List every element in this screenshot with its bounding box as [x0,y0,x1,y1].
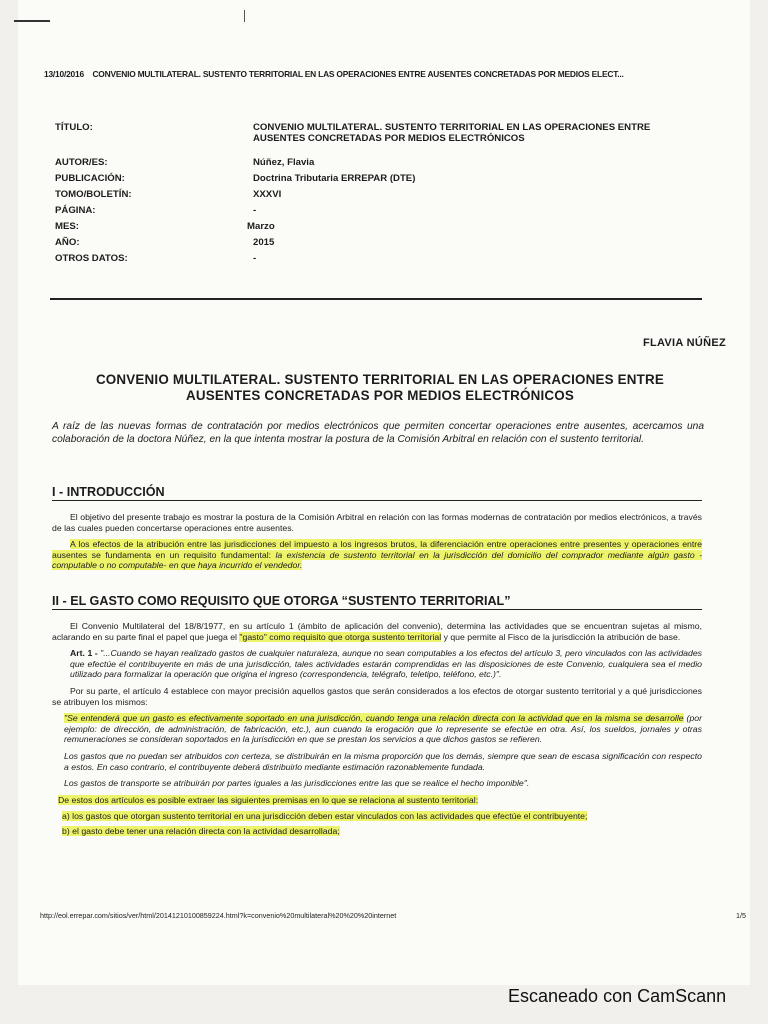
text: y que permite al Fisco de la jurisdicción la atribución de base. [441,631,681,642]
meta-label: AUTOR/ES: [55,157,108,168]
article-lead: A raíz de las nuevas formas de contratación por medios electrónicos que permiten concertar operaciones entre ausentes, acercamos una colaboración de la doctora Núñez, en la que intenta mostrar la postura de la Comisión Arbitral en relación con el sustento territorial. [52,421,704,445]
highlight-text: a) los gastos que otorgan sustento territorial en una jurisdicción deben estar vinculados con las actividades que efectúe el contribuyente; [62,811,588,822]
print-date: 13/10/2016 [44,69,84,79]
meta-row-page [55,205,695,216]
article-title: CONVENIO MULTILATERAL. SUSTENTO TERRITORIAL EN LAS OPERACIONES ENTRE AUSENTES CONCRETADAS POR MEDIOS ELECTRÓNICOS [95,372,665,403]
print-title: CONVENIO MULTILATERAL. SUSTENTO TERRITORIAL EN LAS OPERACIONES ENTRE AUSENTES CONCRETADAS POR MEDIOS ELECT... [92,69,624,79]
meta-value: - [253,253,257,264]
section-2-body [52,621,702,841]
meta-label: TÍTULO: [55,122,93,133]
meta-row-publication [55,173,695,184]
highlight-text: "gasto" como requisito que otorga sustento territorial [239,631,442,642]
meta-label: TOMO/BOLETÍN: [55,189,132,200]
author-heading: FLAVIA NÚÑEZ [642,337,726,349]
highlighted-paragraph [52,795,702,806]
quote: Los gastos que no puedan ser atribuidos con certeza, se distribuirán en la misma proporción que los demás, siempre que sean de escasa significación con respecto a estos. En caso contrario, el contribuyente deberá distribuirlo mediante estimación razonablemente fundada. [64,750,702,772]
highlight-text: A los efectos de la atribución entre las jurisdicciones del impuesto a los ingresos brutos, la diferenciación entre operaciones entre presentes y operaciones entre ausentes se fundamenta en un requisito fundamental: [52,539,702,560]
highlight-text: "Se entenderá que un gasto es efectivamente soportado en una jurisdicción, cuando tenga una relación directa con la actividad que en la misma se desarrolle [64,713,684,724]
meta-row-month [55,221,695,232]
metadata-table [55,122,695,269]
meta-row-other [55,253,695,264]
divider [50,298,702,300]
scanner-watermark: Escaneado con CamScann [508,986,727,1006]
meta-row-volume [55,189,695,200]
list-item [52,811,702,822]
article-label: Art. 1 - [70,648,98,659]
highlighted-paragraph [52,539,702,571]
meta-value: Núñez, Flavia [253,157,315,168]
scan-mark [244,10,245,22]
highlight-italic-text: la existencia de sustento territorial en la jurisdicción del domicilio del comprador mediante algún gasto -computable o no computable- en que haya incurrido el vendedor. [52,549,703,571]
text: El Convenio Multilateral del 18/8/1977, en su artículo 1 (ámbito de aplicación del convenio), determina las actividades que se encuentran sujetas al mismo, aclarando en su parte final el papel que juega el [52,621,702,642]
meta-label: PUBLICACIÓN: [55,173,125,184]
paragraph: El objetivo del presente trabajo es mostrar la postura de la Comisión Arbitral en relación con las formas modernas de contratación por medios electrónicos, a través de las cuales pueden concertarse operaciones entre ausentes. [52,512,702,533]
paragraph [52,621,702,642]
scan-mark [14,20,50,22]
meta-label: AÑO: [55,237,80,248]
article-quote [52,648,702,680]
meta-label: OTROS DATOS: [55,253,128,264]
highlight-text: De estos dos artículos es posible extraer las siguientes premisas en lo que se relaciona al sustento territorial: [58,794,479,805]
quote [52,713,702,745]
quote: Los gastos de transporte se atribuirán por partes iguales a las jurisdicciones entre las que se realice el hecho imponible". [64,778,530,789]
section-heading: I - INTRODUCCIÓN [52,485,702,501]
meta-value: Marzo [247,221,275,232]
section-1-body [52,512,702,577]
paragraph: Por su parte, el artículo 4 establece con mayor precisión aquellos gastos que serán considerados a los efectos de otorgar sustento territorial y a qué jurisdicciones se atribuyen los mismos: [52,685,702,707]
meta-value: - [253,205,257,216]
meta-value: Doctrina Tributaria ERREPAR (DTE) [253,173,416,184]
section-heading: II - EL GASTO COMO REQUISITO QUE OTORGA “SUSTENTO TERRITORIAL” [52,594,702,610]
meta-value: XXXVI [253,189,282,200]
text: (por ejemplo: de dirección, de administración, de fabricación, etc.), aun cuando la erogación que lo represente se efectúe en otra. Así, los sueldos, jornales y otras remuneraciones se consideran soportados en la jurisdicción en que se prestan los servicios a que dichos gastos se refieren. [64,713,702,745]
list-item [52,826,702,837]
article-text: "...Cuando se hayan realizado gastos de cualquier naturaleza, aunque no sean computables a los efectos del artículo 3, pero vinculados con las actividades que efectúe el contribuyente en más de una jurisdicción, tales actividades estarán comprendidas en las disposiciones de este Convenio, cualquiera sea el medio utilizado para formalizar la operación que origina el ingreso (correspondencia, telégrafo, teletipo, teléfono, etc.)". [70,648,702,680]
highlight-text: b) el gasto debe tener una relación directa con la actividad desarrollada; [62,825,340,836]
meta-row-year [55,237,695,248]
meta-label: MES: [55,221,79,232]
page-number: 1/5 [736,911,746,920]
meta-label: PÁGINA: [55,205,96,216]
print-header [44,69,624,79]
meta-value: CONVENIO MULTILATERAL. SUSTENTO TERRITORIAL EN LAS OPERACIONES ENTRE AUSENTES CONCRETADAS POR MEDIOS ELECTRÓNICOS [253,122,651,144]
meta-row-title [55,122,695,152]
meta-value: 2015 [253,237,275,248]
footer-url: http://eol.errepar.com/sitios/ver/html/20141210100859224.html?k=convenio%20multilateral%20%20%20internet [40,911,397,920]
meta-row-author [55,157,695,168]
